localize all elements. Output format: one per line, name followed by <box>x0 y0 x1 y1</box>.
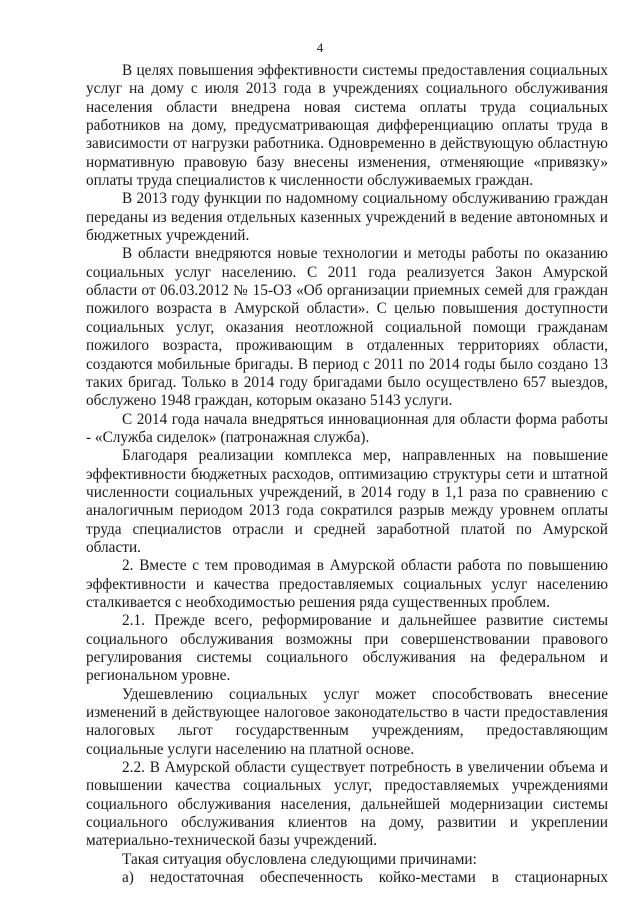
document-body <box>86 62 608 887</box>
paragraph-new-technologies: В области внедряются новые технологии и методы работы по оказанию социальных услуг населению. С 2011 года реализуется Закон Амурской области от 06.03.2012 № 15-ОЗ «Об организации приемных семей для граждан пожилого возраста в Амурской области». С целью повышения доступности социальных услуг, оказания неотложной социальной помощи гражданам пожилого возраста, проживающим в отдаленных территориях области, создаются мобильные бригады. В период с 2011 по 2014 годы было создано 13 таких бригад. Только в 2014 году бригадами было осуществлено 657 выездов, обслужено 1948 граждан, которым оказано 5143 услуги. <box>86 245 608 410</box>
paragraph-section-2: 2. Вместе с тем проводимая в Амурской области работа по повышению эффективности и качества предоставляемых социальных услуг населению сталкивается с необходимостью решения ряда существенных проблем. <box>86 557 608 611</box>
page-number: 4 <box>316 40 324 55</box>
paragraph-caregiver-service: С 2014 года начала внедряться инновационная для области форма работы - «Служба сиделок» (патронажная служба). <box>86 410 608 446</box>
paragraph-section-2-1: 2.1. Прежде всего, реформирование и дальнейшее развитие системы социального обслуживания возможны при совершенствовании правового регулирования системы социального обслуживания на федеральном и региональном уровне. <box>86 612 608 685</box>
paragraph-home-services-pay: В целях повышения эффективности системы предоставления социальных услуг на дому с июля 2013 года в учреждениях социального обслуживания населения области внедрена новая система оплаты труда социальных работников на дому, предусматривающая дифференциацию оплаты труда в зависимости от нагрузки работника. Одновременно в действующую областную нормативную правовую базу внесены изменения, отменяющие «привязку» оплаты труда специалистов к численности обслуживаемых граждан. <box>86 62 608 190</box>
paragraph-reason-a: а) недостаточная обеспеченность койко-местами в стационарных <box>122 869 608 887</box>
paragraph-budget-efficiency: Благодаря реализации комплекса мер, направленных на повышение эффективности бюджетных расходов, оптимизацию структуры сети и штатной численности социальных учреждений, в 2014 году в 1,1 раза по сравнению с аналогичным периодом 2013 года сократился разрыв между уровнем оплаты труда специалистов отрасли и средней заработной платой по Амурской области. <box>86 447 608 556</box>
paragraph-2013-functions: В 2013 году функции по надомному социальному обслуживанию граждан переданы из ведения отдельных казенных учреждений в ведение автономных и бюджетных учреждений. <box>86 190 608 245</box>
paragraph-tax-benefits: Удешевлению социальных услуг может способствовать внесение изменений в действующее налоговое законодательство в части предоставления налоговых льгот государственным учреждениям, предоставляющим социальные услуги населению на платной основе. <box>86 685 608 758</box>
paragraph-reasons-intro: Такая ситуация обусловлена следующими причинами: <box>122 850 477 868</box>
paragraph-section-2-2: 2.2. В Амурской области существует потребность в увеличении объема и повышении качества социальных услуг, предоставляемых учреждениями социального обслуживания населения, дальнейшей модернизации системы социального обслуживания клиентов на дому, развитии и укреплении материально-технической базы учреждений. <box>86 759 608 850</box>
